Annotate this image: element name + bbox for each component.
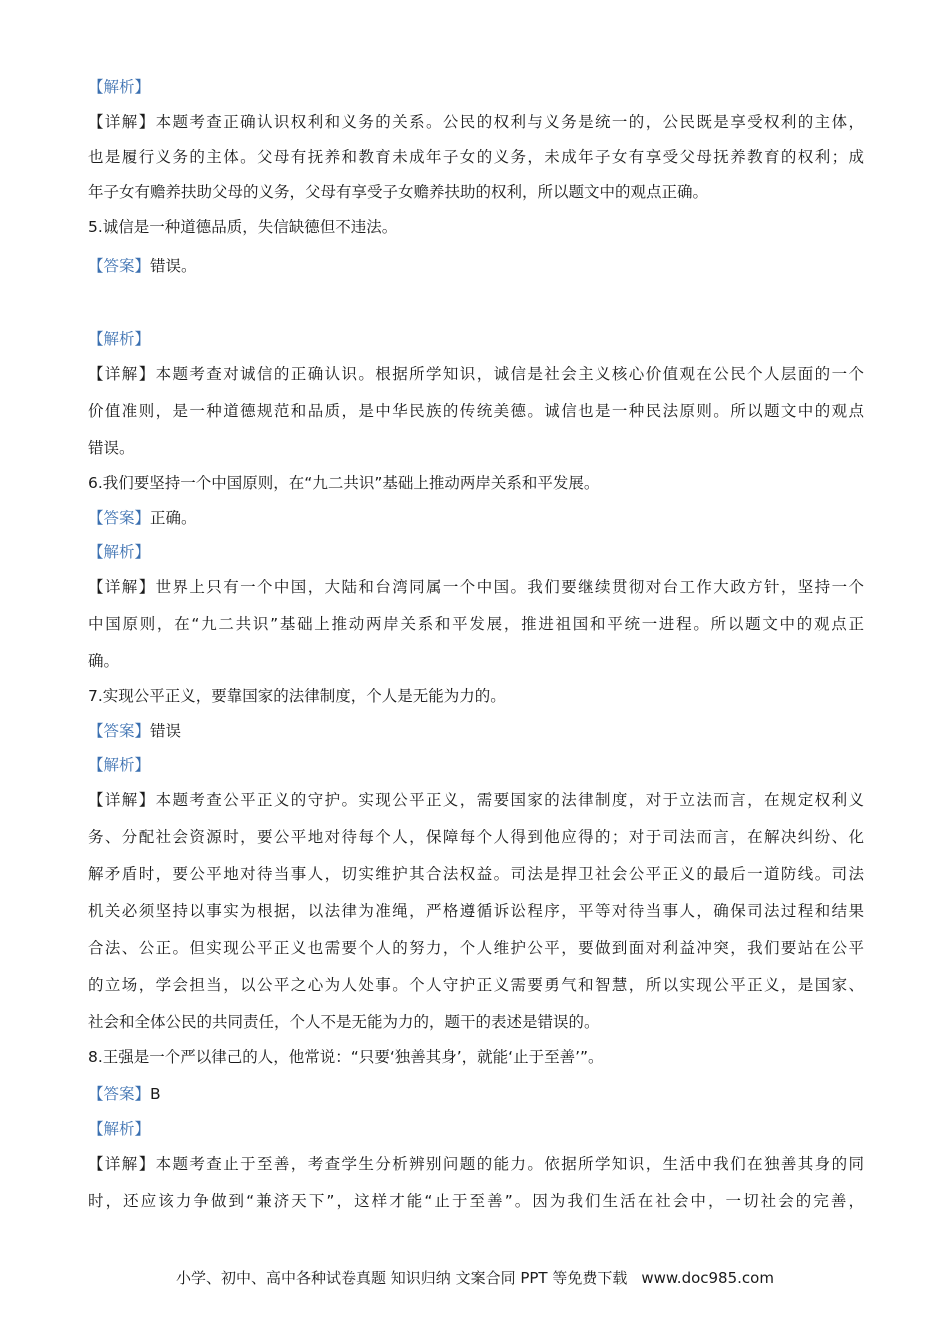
detail-paragraph-line: 社会和全体公民的共同责任，个人不是无能为力的，题干的表述是错误的。: [88, 1013, 600, 1031]
detail-paragraph-line: 合法、公正。但实现公平正义也需要个人的努力，个人维护公平，要做到面对利益冲突，我们要站在公平: [88, 939, 864, 957]
detail-paragraph-line: 年子女有赡养扶助父母的义务，父母有享受子女赡养扶助的权利，所以题文中的观点正确。: [88, 183, 709, 201]
detail-paragraph-line: 确。: [88, 652, 120, 670]
analysis-heading: 【解析】: [88, 330, 151, 348]
question-7: 7.实现公平正义，要靠国家的法律制度，个人是无能为力的。: [88, 687, 506, 705]
detail-paragraph-line: 解矛盾时，要公平地对待当事人，切实维护其合法权益。司法是捍卫社会公平正义的最后一道防线。司法: [88, 865, 864, 883]
footer-text: 小学、初中、高中各种试卷真题 知识归纳 文案合同 PPT 等免费下载: [176, 1269, 628, 1287]
answer-7: 【答案】错误: [88, 722, 182, 740]
detail-paragraph-line: 【详解】本题考查对诚信的正确认识。根据所学知识，诚信是社会主义核心价值观在公民个人层面的一个: [88, 365, 864, 383]
analysis-heading: 【解析】: [88, 543, 151, 561]
detail-paragraph-line: 【详解】本题考查正确认识权利和义务的关系。公民的权利与义务是统一的，公民既是享受权利的主体，: [88, 113, 864, 131]
detail-paragraph-line: 也是履行义务的主体。父母有抚养和教育未成年子女的义务，未成年子女有享受父母抚养教育的权利；成: [88, 148, 864, 166]
detail-paragraph-line: 【详解】世界上只有一个中国，大陆和台湾同属一个中国。我们要继续贯彻对台工作大政方针，坚持一个: [88, 578, 864, 596]
detail-paragraph-line: 中国原则，在“九二共识”基础上推动两岸关系和平发展，推进祖国和平统一进程。所以题文中的观点正: [88, 615, 864, 633]
answer-5: 【答案】错误。: [88, 257, 197, 275]
answer-6: 【答案】正确。: [88, 509, 197, 527]
analysis-heading: 【解析】: [88, 756, 151, 774]
detail-paragraph-line: 【详解】本题考查止于至善，考查学生分析辨别问题的能力。依据所学知识，生活中我们在独善其身的同: [88, 1155, 864, 1173]
page-footer: [0, 1267, 950, 1289]
question-6: 6.我们要坚持一个中国原则，在“九二共识”基础上推动两岸关系和平发展。: [88, 474, 600, 492]
detail-paragraph-line: 时，还应该力争做到“兼济天下”，这样才能“止于至善”。因为我们生活在社会中，一切社会的完善，: [88, 1192, 864, 1210]
answer-8: 【答案】B: [88, 1085, 161, 1103]
question-8: 8.王强是一个严以律己的人，他常说：“只要‘独善其身’，就能‘止于至善’”。: [88, 1048, 604, 1066]
question-5: 5.诚信是一种道德品质，失信缺德但不违法。: [88, 218, 398, 236]
detail-paragraph-line: 务、分配社会资源时，要公平地对待每个人，保障每个人得到他应得的；对于司法而言，在解决纠纷、化: [88, 828, 864, 846]
detail-paragraph-line: 错误。: [88, 439, 135, 457]
detail-paragraph-line: 的立场，学会担当，以公平之心为人处事。个人守护正义需要勇气和智慧，所以实现公平正义，是国家、: [88, 976, 864, 994]
footer-link[interactable]: www.doc985.com: [641, 1269, 774, 1287]
analysis-heading: 【解析】: [88, 78, 151, 96]
detail-paragraph-line: 价值准则，是一种道德规范和品质，是中华民族的传统美德。诚信也是一种民法原则。所以题文中的观点: [88, 402, 864, 420]
detail-paragraph-line: 【详解】本题考查公平正义的守护。实现公平正义，需要国家的法律制度，对于立法而言，在规定权利义: [88, 791, 864, 809]
analysis-heading: 【解析】: [88, 1120, 151, 1138]
detail-paragraph-line: 机关必须坚持以事实为根据，以法律为准绳，严格遵循诉讼程序，平等对待当事人，确保司法过程和结果: [88, 902, 864, 920]
